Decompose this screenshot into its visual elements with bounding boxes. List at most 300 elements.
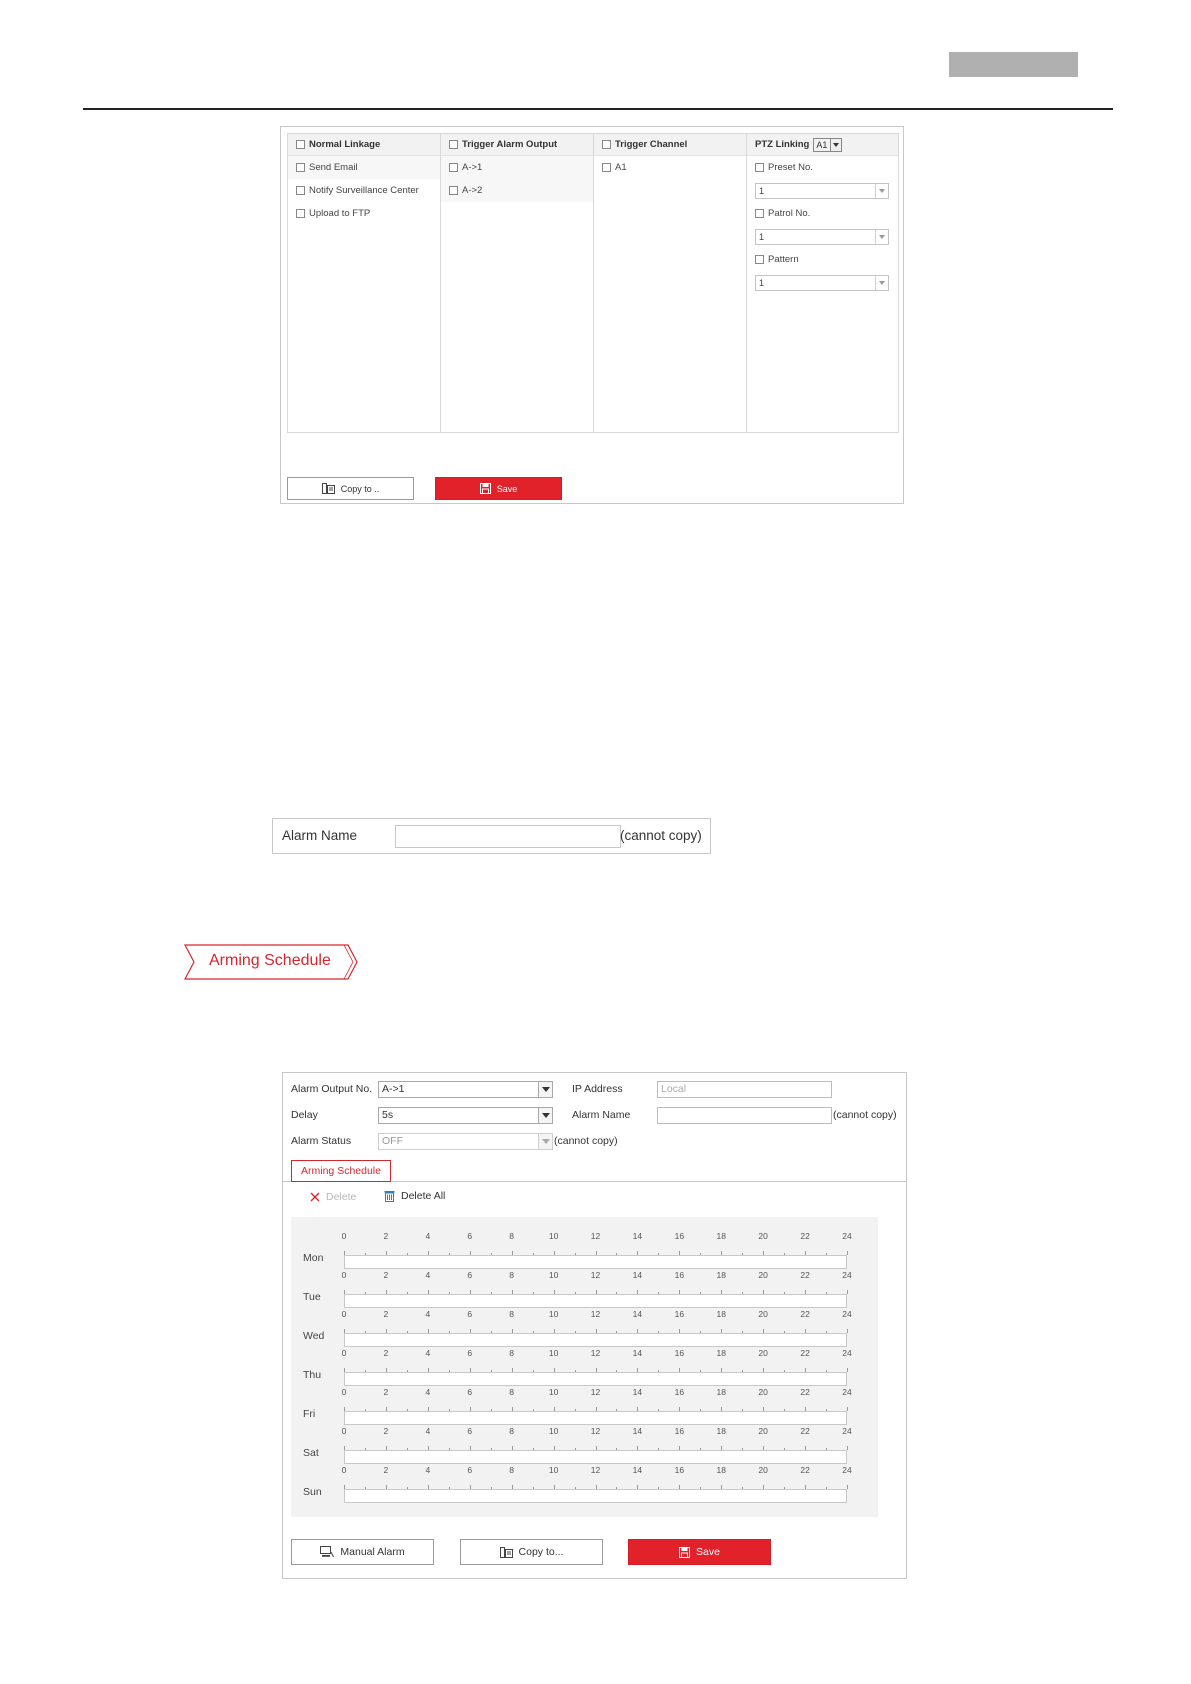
hour-label: 16: [674, 1309, 685, 1319]
hour-tick: [847, 1446, 848, 1450]
hour-label: 22: [800, 1309, 810, 1319]
hour-tick: [700, 1487, 701, 1489]
hour-tick: [763, 1251, 764, 1255]
hour-tick: [700, 1253, 701, 1255]
hour-tick: [554, 1290, 555, 1294]
hour-tick: [721, 1329, 722, 1333]
hour-tick: [847, 1290, 848, 1294]
hour-label: 2: [383, 1309, 389, 1319]
weekly-schedule: [291, 1217, 878, 1517]
notify-center-option[interactable]: Notify Surveillance Center: [288, 179, 440, 202]
hour-tick: [679, 1485, 680, 1489]
day-label: Sat: [303, 1447, 319, 1459]
hour-label: 14: [632, 1309, 643, 1319]
hour-tick: [407, 1253, 408, 1255]
hour-label: 20: [758, 1465, 768, 1475]
hour-tick: [575, 1448, 576, 1450]
hour-tick: [596, 1329, 597, 1333]
hour-tick: [742, 1370, 743, 1372]
alarm-name-note: (cannot copy): [833, 1109, 897, 1121]
hour-tick: [533, 1370, 534, 1372]
hour-tick: [512, 1407, 513, 1411]
header-rule: [83, 108, 1113, 110]
hour-label: 22: [800, 1465, 810, 1475]
upload-ftp-checkbox[interactable]: [296, 209, 305, 218]
hour-tick: [449, 1292, 450, 1294]
hour-tick: [784, 1370, 785, 1372]
hour-tick: [344, 1368, 345, 1372]
hour-tick: [637, 1290, 638, 1294]
hour-tick: [616, 1448, 617, 1450]
hour-label: 16: [674, 1465, 685, 1475]
patrol-option[interactable]: Patrol No.: [747, 202, 898, 225]
hour-tick: [826, 1409, 827, 1411]
hour-label: 16: [674, 1426, 685, 1436]
hour-label: 0: [341, 1270, 347, 1280]
hour-label: 10: [548, 1270, 559, 1280]
hour-label: 18: [716, 1270, 726, 1280]
hour-tick: [826, 1487, 827, 1489]
copy-to-button[interactable]: Copy to...: [460, 1539, 603, 1565]
manual-alarm-button[interactable]: Manual Alarm: [291, 1539, 434, 1565]
hour-tick: [847, 1485, 848, 1489]
schedule-day-row: [291, 1309, 878, 1348]
pattern-checkbox[interactable]: [755, 255, 764, 264]
hour-tick: [365, 1253, 366, 1255]
hour-tick: [554, 1329, 555, 1333]
alarm-output-option[interactable]: A->2: [441, 179, 593, 202]
hour-label: 24: [842, 1309, 852, 1319]
alarm-output-2-checkbox[interactable]: [449, 186, 458, 195]
hour-tick: [365, 1292, 366, 1294]
alarm-output-1-checkbox[interactable]: [449, 163, 458, 172]
hour-tick: [700, 1409, 701, 1411]
hour-tick: [742, 1292, 743, 1294]
patrol-row: [747, 225, 898, 248]
normal-linkage-column: [288, 134, 441, 432]
hour-label: 14: [632, 1426, 643, 1436]
hour-tick: [616, 1370, 617, 1372]
hour-tick: [344, 1485, 345, 1489]
hour-label: 0: [341, 1348, 347, 1358]
hour-tick: [700, 1292, 701, 1294]
schedule-day-row: [291, 1426, 878, 1465]
hour-label: 0: [341, 1426, 347, 1436]
hour-tick: [386, 1446, 387, 1450]
hour-label: 20: [758, 1348, 768, 1358]
hour-tick: [616, 1331, 617, 1333]
hour-label: 20: [758, 1309, 768, 1319]
arming-schedule-callout: [184, 944, 358, 980]
save-icon: [679, 1547, 690, 1558]
ptz-linking-header: PTZ Linking A1: [747, 134, 898, 156]
hour-tick: [784, 1331, 785, 1333]
hour-tick: [554, 1368, 555, 1372]
hour-tick: [805, 1368, 806, 1372]
day-label: Sun: [303, 1486, 322, 1498]
delay-label: Delay: [291, 1109, 318, 1121]
hour-tick: [533, 1331, 534, 1333]
hour-tick: [700, 1448, 701, 1450]
hour-label: 10: [548, 1387, 559, 1397]
schedule-timeline-bar[interactable]: [344, 1255, 847, 1269]
hour-tick: [344, 1407, 345, 1411]
hour-tick: [512, 1290, 513, 1294]
hour-label: 16: [674, 1231, 685, 1241]
hour-label: 18: [716, 1348, 726, 1358]
hour-tick: [470, 1290, 471, 1294]
ip-address-label: IP Address: [572, 1083, 623, 1095]
hour-tick: [763, 1329, 764, 1333]
hour-tick: [679, 1329, 680, 1333]
hour-tick: [386, 1368, 387, 1372]
patrol-select[interactable]: 1: [755, 229, 889, 245]
hour-label: 18: [716, 1309, 726, 1319]
schedule-day-row: [291, 1465, 878, 1504]
hour-label: 10: [548, 1309, 559, 1319]
hour-tick: [365, 1448, 366, 1450]
schedule-timeline-bar[interactable]: [344, 1294, 847, 1308]
hour-label: 12: [590, 1270, 601, 1280]
hour-tick: [386, 1407, 387, 1411]
hour-tick: [637, 1368, 638, 1372]
hour-tick: [763, 1407, 764, 1411]
hour-tick: [575, 1331, 576, 1333]
hour-label: 22: [800, 1426, 810, 1436]
hour-tick: [721, 1290, 722, 1294]
alarm-name-field[interactable]: [395, 825, 621, 848]
trigger-channel-checkbox[interactable]: [602, 140, 611, 149]
hour-tick: [491, 1253, 492, 1255]
hour-label: 12: [590, 1231, 601, 1241]
hour-label: 10: [548, 1426, 559, 1436]
trigger-alarm-output-checkbox[interactable]: [449, 140, 458, 149]
hour-tick: [407, 1487, 408, 1489]
hour-label: 2: [383, 1426, 389, 1436]
hour-label: 16: [674, 1348, 685, 1358]
hour-label: 10: [548, 1465, 559, 1475]
hour-tick: [826, 1331, 827, 1333]
hour-label: 10: [548, 1348, 559, 1358]
hour-tick: [658, 1448, 659, 1450]
day-label: Mon: [303, 1252, 324, 1264]
hour-label: 10: [548, 1231, 559, 1241]
schedule-timeline-bar[interactable]: [344, 1372, 847, 1386]
hour-tick: [742, 1331, 743, 1333]
trash-icon: [384, 1190, 395, 1202]
schedule-timeline-bar[interactable]: [344, 1450, 847, 1464]
patrol-checkbox[interactable]: [755, 209, 764, 218]
preset-select[interactable]: 1: [755, 183, 889, 199]
hour-tick: [847, 1251, 848, 1255]
save-button[interactable]: Save: [628, 1539, 771, 1565]
hour-tick: [658, 1409, 659, 1411]
notify-center-checkbox[interactable]: [296, 186, 305, 195]
hour-tick: [575, 1409, 576, 1411]
hour-label: 8: [509, 1348, 515, 1358]
schedule-day-row: [291, 1348, 878, 1387]
delete-all-button[interactable]: Delete All: [384, 1190, 445, 1202]
tab-arming-schedule[interactable]: Arming Schedule: [291, 1160, 391, 1182]
alarm-name-field[interactable]: [657, 1107, 832, 1124]
close-icon: [310, 1192, 320, 1202]
chevron-down-icon: [830, 139, 841, 151]
alarm-status-label: Alarm Status: [291, 1135, 352, 1147]
hour-label: 24: [842, 1348, 852, 1358]
hour-tick: [512, 1485, 513, 1489]
hour-tick: [847, 1329, 848, 1333]
hour-label: 0: [341, 1387, 347, 1397]
day-label: Fri: [303, 1408, 316, 1420]
hour-tick: [428, 1290, 429, 1294]
hour-tick: [449, 1331, 450, 1333]
hour-tick: [365, 1487, 366, 1489]
hour-label: 20: [758, 1270, 768, 1280]
hour-tick: [700, 1370, 701, 1372]
trigger-channel-header[interactable]: Trigger Channel: [594, 134, 746, 156]
hour-tick: [784, 1409, 785, 1411]
hour-label: 12: [590, 1387, 601, 1397]
hour-tick: [658, 1487, 659, 1489]
hour-label: 0: [341, 1465, 347, 1475]
hour-label: 4: [425, 1348, 431, 1358]
chevron-down-icon: [875, 230, 888, 244]
hour-tick: [554, 1446, 555, 1450]
hour-label: 24: [842, 1270, 852, 1280]
pattern-option[interactable]: Pattern: [747, 248, 898, 271]
hour-tick: [533, 1409, 534, 1411]
hour-label: 6: [467, 1426, 473, 1436]
hour-tick: [847, 1407, 848, 1411]
hour-label: 22: [800, 1270, 810, 1280]
hour-label: 18: [716, 1465, 726, 1475]
hour-label: 2: [383, 1387, 389, 1397]
hour-tick: [763, 1368, 764, 1372]
hour-tick: [658, 1370, 659, 1372]
hour-tick: [575, 1370, 576, 1372]
hour-tick: [679, 1251, 680, 1255]
hour-tick: [575, 1253, 576, 1255]
hour-label: 2: [383, 1348, 389, 1358]
chevron-down-icon: [538, 1134, 552, 1149]
channel-option[interactable]: A1: [594, 156, 746, 179]
preset-checkbox[interactable]: [755, 163, 764, 172]
hour-label: 18: [716, 1231, 726, 1241]
hour-label: 8: [509, 1387, 515, 1397]
trigger-alarm-output-column: [441, 134, 594, 432]
hour-tick: [533, 1448, 534, 1450]
hour-tick: [616, 1409, 617, 1411]
schedule-day-row: [291, 1387, 878, 1426]
hour-tick: [826, 1370, 827, 1372]
hour-tick: [637, 1485, 638, 1489]
hour-tick: [637, 1329, 638, 1333]
hour-tick: [596, 1485, 597, 1489]
hour-label: 12: [590, 1309, 601, 1319]
hour-tick: [679, 1290, 680, 1294]
hour-label: 4: [425, 1270, 431, 1280]
preset-row: [747, 179, 898, 202]
hour-label: 12: [590, 1426, 601, 1436]
hour-tick: [449, 1253, 450, 1255]
hour-tick: [554, 1485, 555, 1489]
copy-to-button[interactable]: Copy to ..: [287, 477, 414, 500]
hour-tick: [658, 1253, 659, 1255]
hour-label: 16: [674, 1387, 685, 1397]
hour-tick: [491, 1370, 492, 1372]
hour-tick: [742, 1448, 743, 1450]
hour-tick: [449, 1487, 450, 1489]
hour-tick: [679, 1368, 680, 1372]
hour-tick: [533, 1487, 534, 1489]
hour-tick: [637, 1446, 638, 1450]
hour-tick: [596, 1407, 597, 1411]
alarm-status-select: OFF: [378, 1133, 553, 1150]
hour-label: 6: [467, 1231, 473, 1241]
hour-tick: [679, 1407, 680, 1411]
delete-button[interactable]: Delete: [310, 1191, 356, 1203]
alarm-output-option[interactable]: A->1: [441, 156, 593, 179]
send-email-checkbox[interactable]: [296, 163, 305, 172]
hour-tick: [449, 1370, 450, 1372]
hour-label: 8: [509, 1231, 515, 1241]
hour-tick: [491, 1409, 492, 1411]
hour-label: 14: [632, 1231, 643, 1241]
hour-tick: [512, 1368, 513, 1372]
hour-label: 6: [467, 1387, 473, 1397]
hour-tick: [428, 1485, 429, 1489]
hour-label: 20: [758, 1387, 768, 1397]
chevron-down-icon: [875, 276, 888, 290]
day-label: Thu: [303, 1369, 322, 1381]
alarm-status-note: (cannot copy): [554, 1135, 618, 1147]
hour-tick: [491, 1331, 492, 1333]
ip-address-field: Local: [657, 1081, 832, 1098]
schedule-timeline-bar[interactable]: [344, 1411, 847, 1425]
alarm-output-no-select[interactable]: A->1: [378, 1081, 553, 1098]
hour-label: 14: [632, 1465, 643, 1475]
upload-ftp-option[interactable]: Upload to FTP: [288, 202, 440, 225]
trigger-alarm-output-header[interactable]: Trigger Alarm Output: [441, 134, 593, 156]
hour-tick: [596, 1446, 597, 1450]
hour-tick: [470, 1251, 471, 1255]
hour-label: 6: [467, 1348, 473, 1358]
normal-linkage-checkbox[interactable]: [296, 140, 305, 149]
hour-tick: [826, 1292, 827, 1294]
hour-tick: [616, 1487, 617, 1489]
hour-label: 4: [425, 1465, 431, 1475]
hour-tick: [554, 1407, 555, 1411]
hour-tick: [826, 1253, 827, 1255]
hour-tick: [575, 1487, 576, 1489]
linkage-table: [287, 133, 899, 433]
hour-tick: [805, 1407, 806, 1411]
hour-tick: [470, 1329, 471, 1333]
linkage-panel: [280, 126, 904, 504]
hour-label: 16: [674, 1270, 685, 1280]
normal-linkage-header[interactable]: Normal Linkage: [288, 134, 440, 156]
header-tab: [949, 52, 1078, 77]
hour-tick: [428, 1251, 429, 1255]
hour-label: 0: [341, 1309, 347, 1319]
copy-icon: [322, 483, 335, 494]
hour-tick: [742, 1409, 743, 1411]
hour-tick: [344, 1446, 345, 1450]
hour-label: 18: [716, 1387, 726, 1397]
hour-tick: [386, 1329, 387, 1333]
day-label: Wed: [303, 1330, 325, 1342]
hour-label: 12: [590, 1465, 601, 1475]
hour-label: 12: [590, 1348, 601, 1358]
save-button[interactable]: Save: [435, 477, 562, 500]
delay-select[interactable]: 5s: [378, 1107, 553, 1124]
hour-tick: [721, 1407, 722, 1411]
send-email-option[interactable]: Send Email: [288, 156, 440, 179]
pattern-row: [747, 271, 898, 294]
hour-label: 6: [467, 1309, 473, 1319]
schedule-timeline-bar[interactable]: [344, 1489, 847, 1503]
hour-label: 4: [425, 1426, 431, 1436]
hour-label: 8: [509, 1270, 515, 1280]
hour-tick: [365, 1331, 366, 1333]
hour-tick: [658, 1292, 659, 1294]
schedule-timeline-bar[interactable]: [344, 1333, 847, 1347]
hour-tick: [805, 1329, 806, 1333]
hour-tick: [449, 1448, 450, 1450]
hour-tick: [616, 1292, 617, 1294]
hour-tick: [596, 1368, 597, 1372]
hour-tick: [407, 1448, 408, 1450]
hour-tick: [365, 1409, 366, 1411]
hour-tick: [784, 1487, 785, 1489]
schedule-day-row: [291, 1270, 878, 1309]
hour-label: 18: [716, 1426, 726, 1436]
hour-tick: [847, 1368, 848, 1372]
hour-tick: [700, 1331, 701, 1333]
hour-tick: [826, 1448, 827, 1450]
hour-tick: [470, 1407, 471, 1411]
hour-label: 22: [800, 1231, 810, 1241]
hour-tick: [428, 1446, 429, 1450]
alarm-name-label: Alarm Name: [572, 1109, 631, 1121]
hour-label: 20: [758, 1426, 768, 1436]
hour-tick: [407, 1331, 408, 1333]
hour-tick: [805, 1485, 806, 1489]
pattern-select[interactable]: 1: [755, 275, 889, 291]
channel-a1-checkbox[interactable]: [602, 163, 611, 172]
callout-label: Arming Schedule: [209, 952, 331, 969]
preset-option[interactable]: Preset No.: [747, 156, 898, 179]
copy-icon: [500, 1547, 513, 1558]
hour-tick: [470, 1446, 471, 1450]
ptz-channel-select[interactable]: A1: [813, 138, 842, 152]
alarm-output-no-label: Alarm Output No.: [291, 1083, 373, 1095]
hour-tick: [596, 1290, 597, 1294]
hour-tick: [344, 1251, 345, 1255]
hour-label: 4: [425, 1231, 431, 1241]
hour-label: 0: [341, 1231, 347, 1241]
hour-tick: [742, 1253, 743, 1255]
hour-label: 24: [842, 1465, 852, 1475]
hour-tick: [512, 1446, 513, 1450]
hour-tick: [386, 1251, 387, 1255]
hour-tick: [428, 1329, 429, 1333]
hour-tick: [365, 1370, 366, 1372]
hour-label: 8: [509, 1426, 515, 1436]
hour-label: 4: [425, 1309, 431, 1319]
hour-tick: [784, 1253, 785, 1255]
hour-tick: [407, 1409, 408, 1411]
